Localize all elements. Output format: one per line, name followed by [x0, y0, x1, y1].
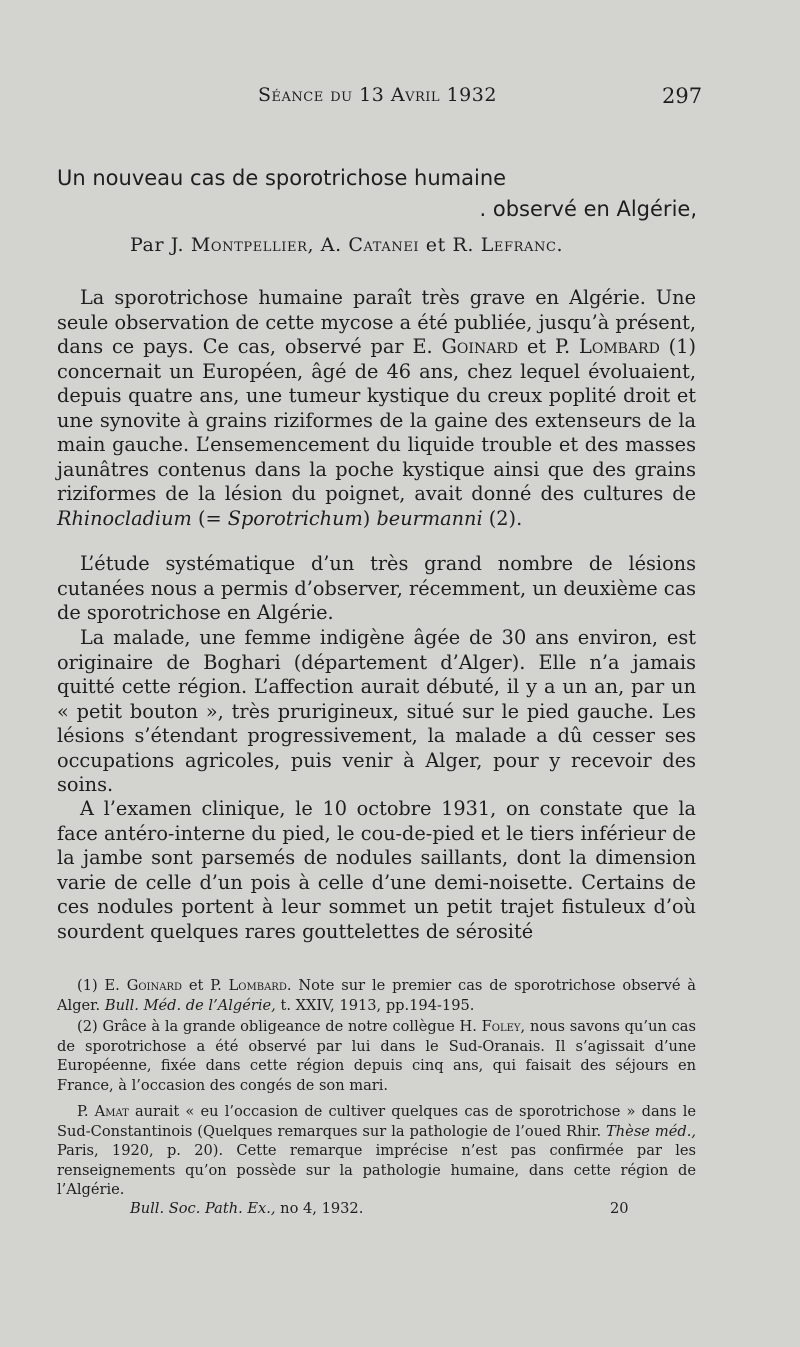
- journal-citation: Bull. Soc. Path. Ex.,: [130, 1200, 276, 1217]
- italic-term: beurmanni: [376, 506, 483, 530]
- author-name: Foley: [481, 1018, 521, 1035]
- journal-name: Bull. Méd. de l’Algérie,: [104, 996, 276, 1014]
- paragraph-4-text: A l’examen clinique, le 10 octobre 1931, on constate que la face antéro-interne du pied, le cou-de-pied et le tiers inférieur de la jambe sont parsemés de nodules saillants, dont la dimension varie de celle d’un pois à celle d’une demi-noisette. Certains de ces nodules portent à leur sommet un petit trajet fistuleux d’où sourdent quelques rares gouttelettes de sérosité: [57, 797, 696, 943]
- author-catanei: Catanei: [348, 234, 420, 256]
- paragraph-3-text: La malade, une femme indigène âgée de 30 ans environ, est originaire de Boghari (département d’Alger). Elle n’a jamais quitté cette région. L’affection aurait débuté, il y a un an, par un « petit bouton », très prurigineux, situé sur le pied gauche. Les lésions s’étendant progressivement, la malade a dû cesser ses occupations agricoles, puis venir à Alger, pour y recevoir des soins.: [57, 626, 696, 796]
- footnote-1: [57, 976, 696, 1015]
- journal-footer: [130, 1200, 629, 1217]
- italic-term: Sporotrichum: [227, 506, 363, 530]
- text-run: t. XXIV, 1913, pp.194-195.: [275, 996, 475, 1014]
- article-title-line-1: Un nouveau cas de sporotrichose humaine: [57, 166, 507, 190]
- text-run: (2).: [482, 506, 523, 530]
- author-name: Goinard: [441, 335, 519, 358]
- article-title-line-2: . observé en Algérie,: [479, 197, 697, 221]
- text-run: aurait « eu l’occasion de cultiver quelques cas de sporotrichose » dans le Sud-Constantinois (Quelques remarques sur la pathologie de l’oued Rhir.: [57, 1103, 697, 1140]
- text-run: (2) Grâce à la grande obligeance de notre collègue H.: [77, 1018, 482, 1035]
- author-name: Goinard: [126, 977, 183, 994]
- byline-separator: , A.: [307, 234, 349, 256]
- author-montpellier: Montpellier: [190, 234, 308, 256]
- byline-separator: et R.: [419, 234, 481, 256]
- author-byline: [130, 234, 690, 256]
- text-run: ): [362, 506, 377, 530]
- author-name: Lombard: [228, 977, 287, 994]
- paragraph-4: [57, 797, 696, 944]
- page-number: 297: [662, 84, 703, 108]
- text-run: . Note sur le premier cas de sporotrichose observé à Alger.: [57, 977, 697, 1014]
- paragraph-1: [57, 286, 696, 531]
- byline-prefix: Par J.: [130, 234, 191, 256]
- footnote-3: [57, 1102, 696, 1200]
- text-run: (=: [191, 506, 228, 530]
- signature-mark: 20: [610, 1200, 629, 1217]
- running-header: [0, 84, 800, 112]
- text-run: La sporotrichose humaine paraît très grave en Algérie. Une seule observation de cette mycose a été publiée, jusqu’à présent, dans ce pays. Ce cas, observé par E.: [57, 286, 696, 358]
- italic-term: Rhinocladium: [57, 506, 192, 530]
- paragraph-2-text: L’étude systématique d’un très grand nombre de lésions cutanées nous a permis d’observer, récemment, un deuxième cas de sporotrichose en Algérie.: [57, 552, 696, 624]
- text-run: et P.: [182, 977, 229, 994]
- author-name: Lombard: [579, 335, 660, 358]
- paragraph-2: [57, 552, 696, 626]
- byline-suffix: .: [556, 234, 564, 256]
- text-run: P.: [77, 1103, 95, 1120]
- text-run: , nous savons qu’un cas de sporotrichose a été observé par lui dans le Sud-Oranais. Il s’agissait d’une Européenne, fixée dans cette région depuis cinq ans, qui faisait des séjours en France, à l’occasion des congés de son mari.: [57, 1018, 696, 1094]
- italic-term: Thèse méd.,: [606, 1122, 696, 1140]
- paragraph-3: [57, 626, 696, 798]
- text-run: Paris, 1920, p. 20). Cette remarque imprécise n’est pas confirmée par les renseignements qu’on possède sur la pathologie humaine, dans cette région de l’Algérie.: [57, 1142, 696, 1198]
- author-name: Amat: [94, 1103, 129, 1120]
- running-title: Séance du 13 Avril 1932: [258, 84, 497, 106]
- text-run: (1) concernait un Européen, âgé de 46 ans, chez lequel évoluaient, depuis quatre ans, une tumeur kystique du creux poplité droit et une synovite à grains riziformes de la gaine des extenseurs de la main gauche. L’ensemencement du liquide trouble et des masses jaunâtres contenus dans la poche kystique ainsi que des grains riziformes de la lésion du poignet, avait donné des cultures de: [57, 335, 696, 505]
- author-lefranc: Lefranc: [480, 234, 557, 256]
- text-run: (1) E.: [77, 977, 127, 994]
- journal-issue: no 4, 1932.: [275, 1200, 364, 1217]
- text-run: et P.: [518, 335, 580, 358]
- footnote-2: [57, 1017, 696, 1095]
